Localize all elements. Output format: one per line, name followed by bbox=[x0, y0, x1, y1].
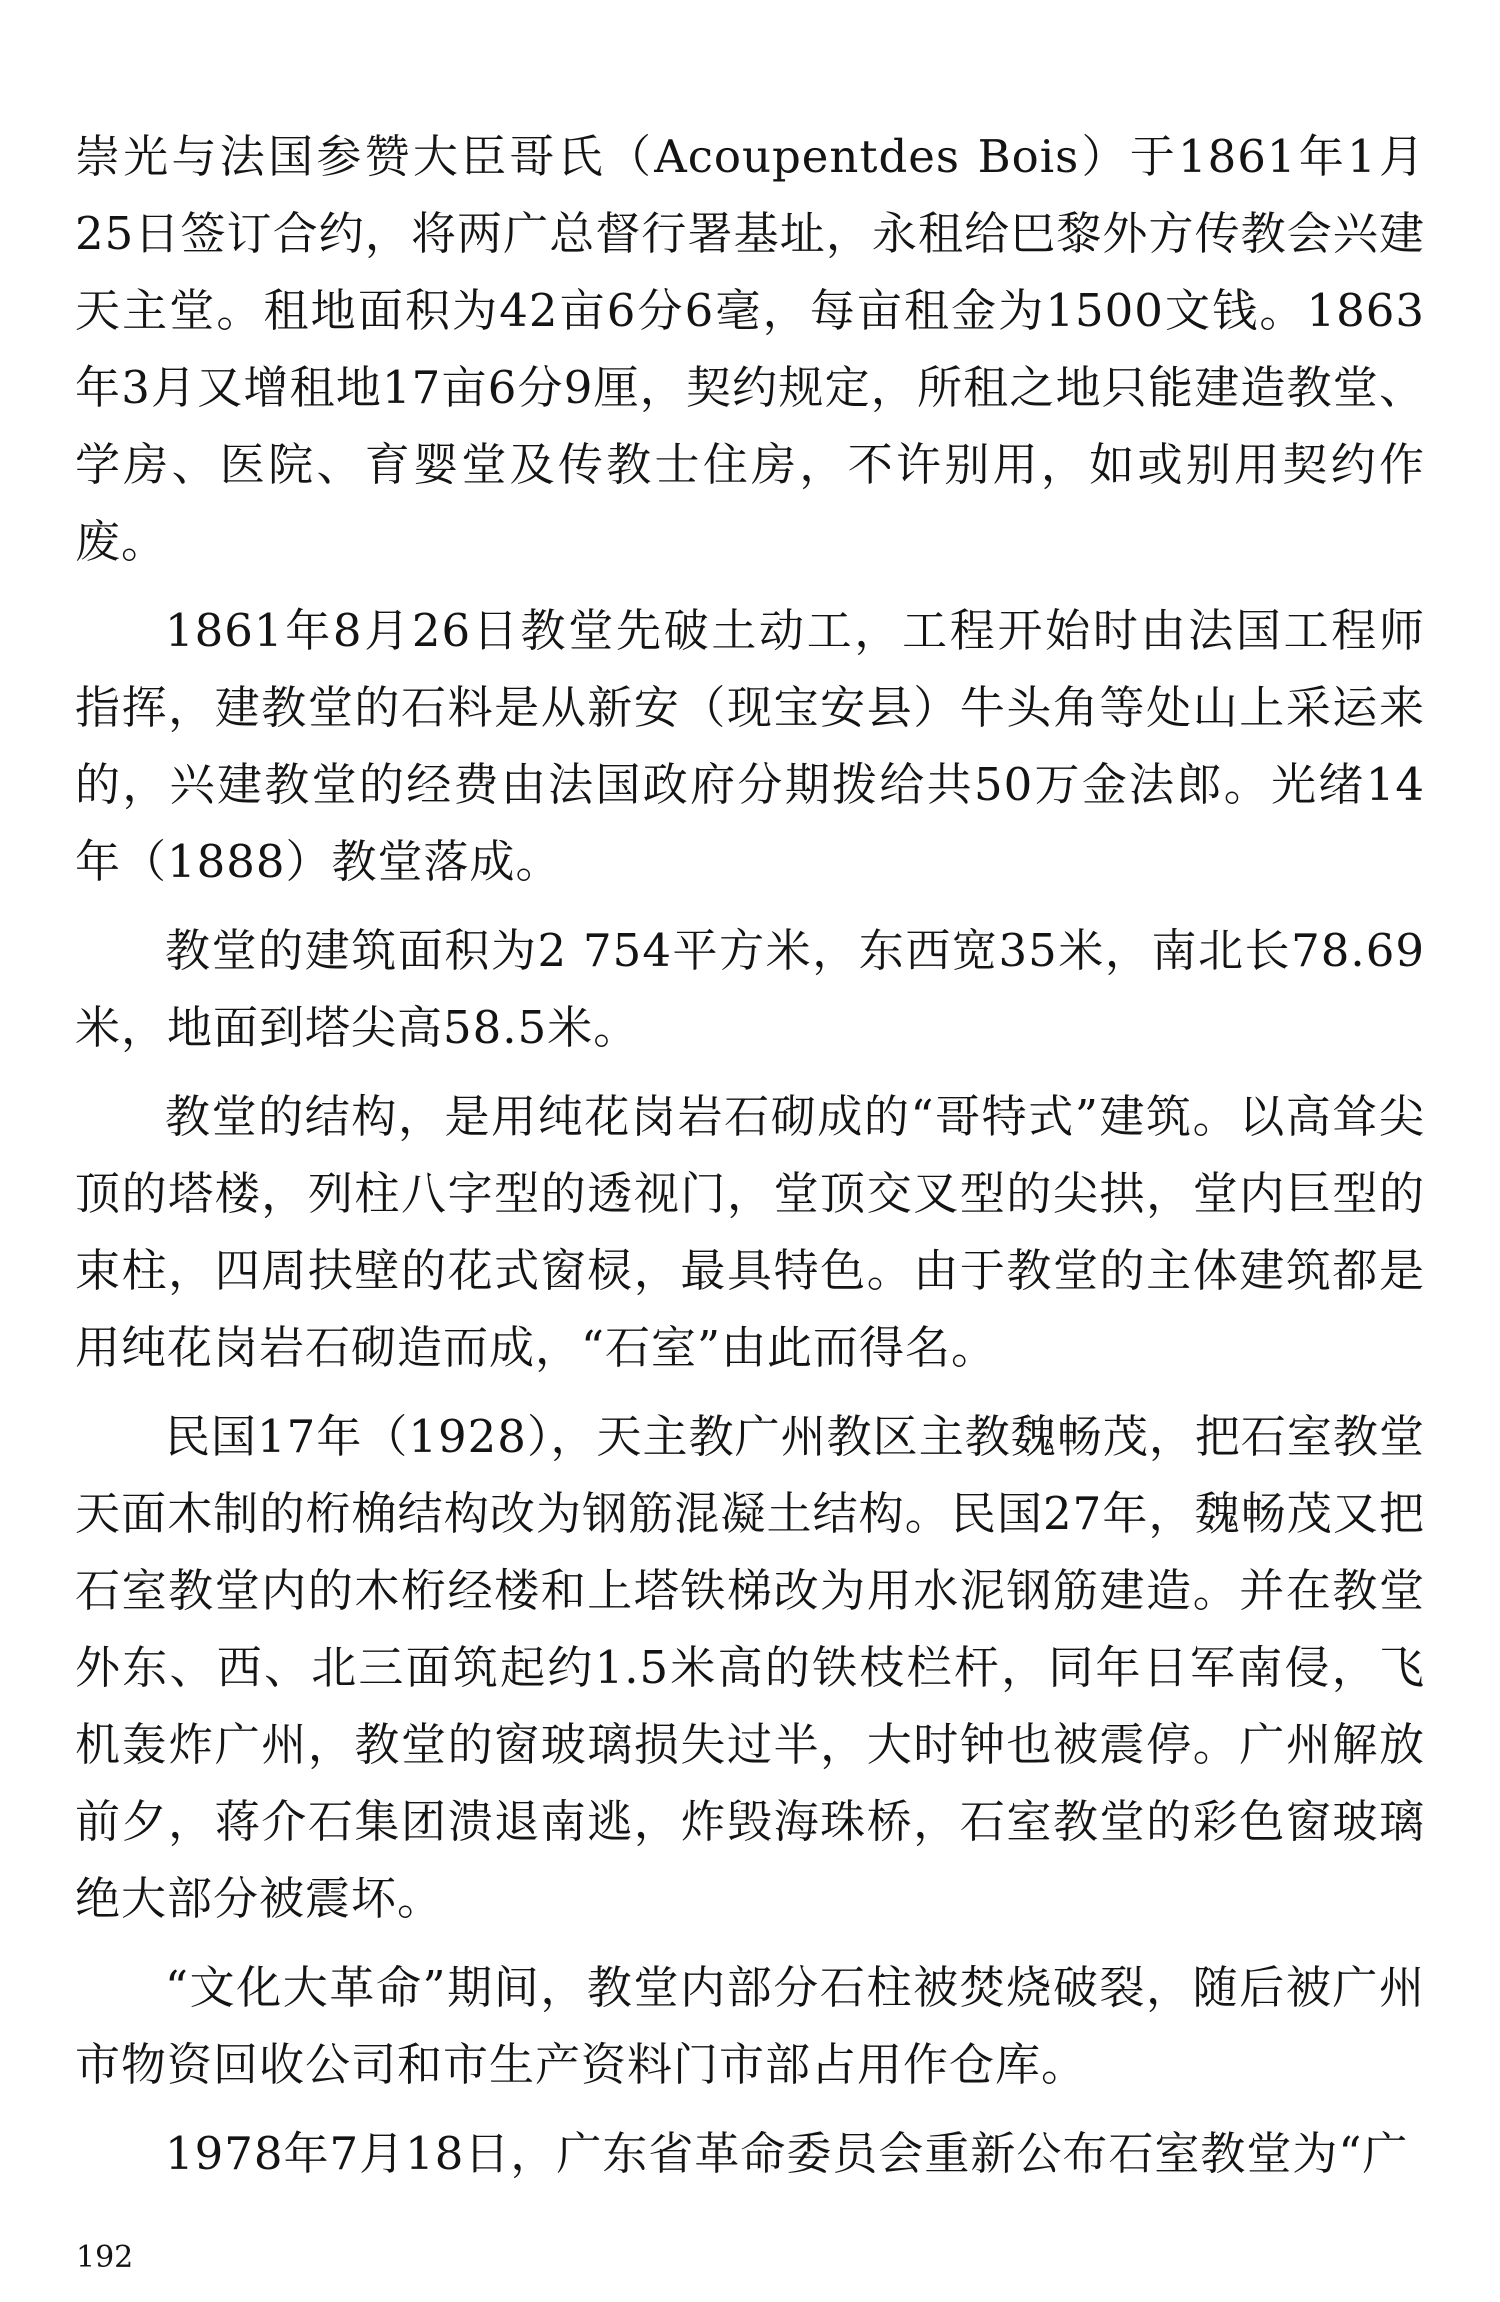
page-number: 192 bbox=[76, 2240, 134, 2275]
paragraph-7: 1978年7月18日，广东省革命委员会重新公布石室教堂为“广 bbox=[165, 2127, 1409, 2180]
paragraph-1: 崇光与法国参赞大臣哥氏（Acoupentdes Bois）于1861年1月25日签订合约，将两广总督行署基址，永租给巴黎外方传教会兴建天主堂。租地面积为42亩6分6毫，每亩租金为1500文钱。1863年3月又增租地17亩6分9厘，契约规定，所租之地只能建造教堂、学房、医院、育婴堂及传教士住房，不许别用，如或别用契约作废。 bbox=[75, 130, 1425, 568]
body-text bbox=[75, 118, 1425, 2204]
paragraph-5: 民国17年（1928），天主教广州教区主教魏畅茂，把石室教堂天面木制的桁桷结构改为钢筋混凝土结构。民国27年，魏畅茂又把石室教堂内的木桁经楼和上塔铁梯改为用水泥钢筋建造。并在教堂外东、西、北三面筑起约1.5米高的铁枝栏杆，同年日军南侵，飞机轰炸广州，教堂的窗玻璃损失过半，大时钟也被震停。广州解放前夕，蒋介石集团溃退南逃，炸毁海珠桥，石室教堂的彩色窗玻璃绝大部分被震坏。 bbox=[75, 1410, 1425, 1925]
paragraph-2: 1861年8月26日教堂先破土动工，工程开始时由法国工程师指挥，建教堂的石料是从新安（现宝安县）牛头角等处山上采运来的，兴建教堂的经费由法国政府分期拨给共50万金法郎。光绪14年（1888）教堂落成。 bbox=[75, 604, 1425, 888]
paragraph-6: “文化大革命”期间，教堂内部分石柱被焚烧破裂，随后被广州市物资回收公司和市生产资料门市部占用作仓库。 bbox=[75, 1961, 1425, 2091]
paragraph-3: 教堂的建筑面积为2 754平方米，东西宽35米，南北长78.69米，地面到塔尖高58.5米。 bbox=[75, 924, 1425, 1054]
paragraph-4: 教堂的结构，是用纯花岗岩石砌成的“哥特式”建筑。以高耸尖顶的塔楼，列柱八字型的透视门，堂顶交叉型的尖拱，堂内巨型的束柱，四周扶壁的花式窗棂，最具特色。由于教堂的主体建筑都是用纯花岗岩石砌造而成，“石室”由此而得名。 bbox=[75, 1090, 1425, 1374]
